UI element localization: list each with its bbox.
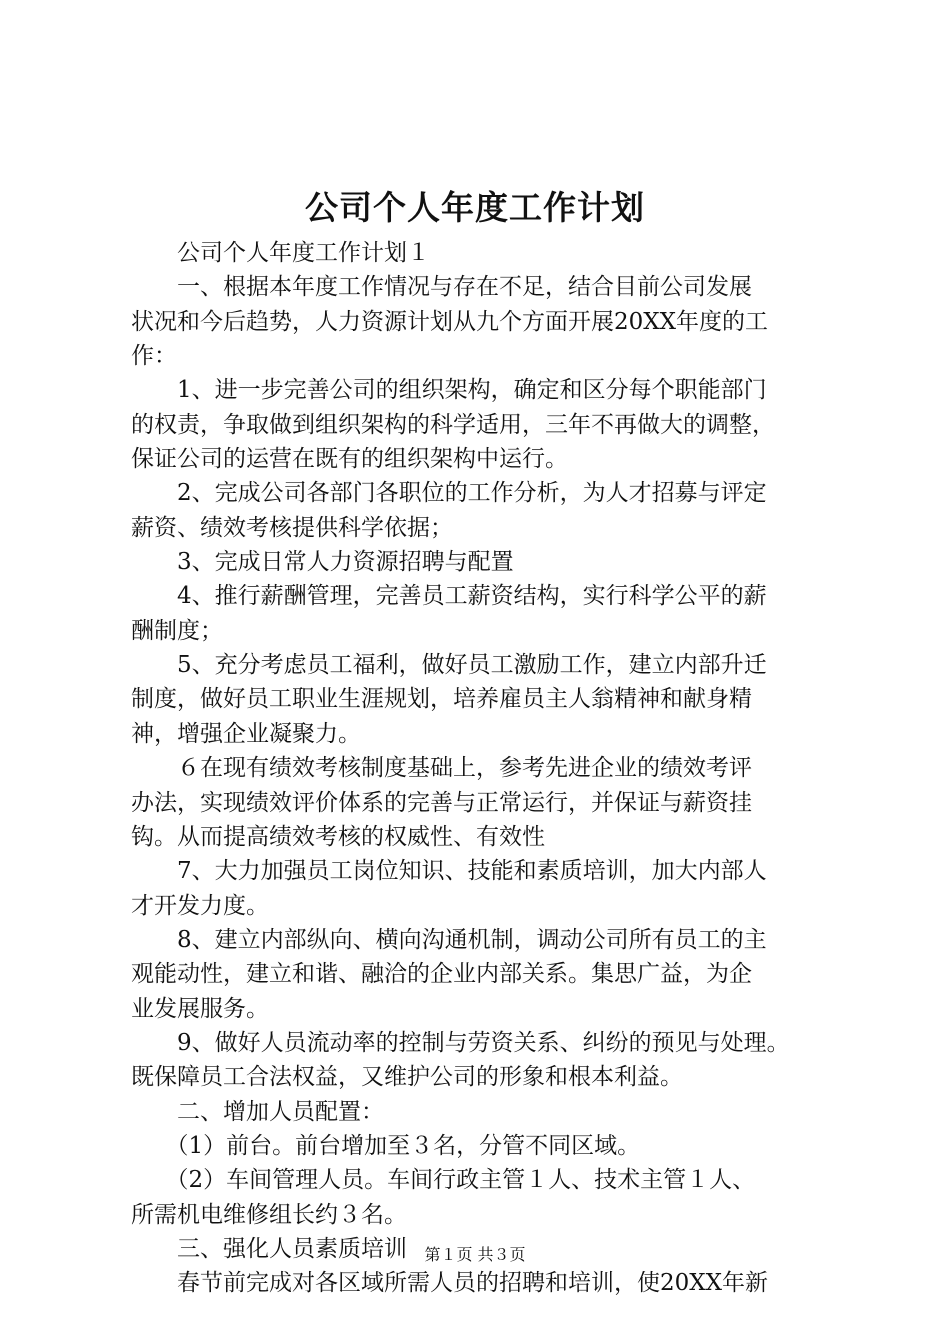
body-line: 公司个人年度工作计划１ (131, 240, 430, 266)
body-line: ６在现有绩效考核制度基础上，参考先进企业的绩效考评 (131, 755, 752, 782)
body-line: 酬制度； (131, 617, 223, 644)
body-line: 7、大力加强员工岗位知识、技能和素质培训，加大内部人 (131, 858, 767, 885)
body-line: 8、建立内部纵向、横向沟通机制，调动公司所有员工的主 (131, 926, 767, 953)
body-line: 状况和今后趋势，人力资源计划从九个方面开展20XX年度的工 (131, 308, 769, 335)
body-line: 既保障员工合法权益，又维护公司的形象和根本利益。 (131, 1064, 683, 1091)
document-body (131, 236, 861, 1301)
body-line: 三、强化人员素质培训 (131, 1235, 407, 1262)
body-line: （2）车间管理人员。车间行政主管１人、技术主管１人、 (131, 1167, 756, 1194)
body-line: 神，增强企业凝聚力。 (131, 720, 361, 747)
body-line: 业发展服务。 (131, 995, 269, 1022)
body-line: 2、完成公司各部门各职位的工作分析，为人才招募与评定 (131, 480, 767, 507)
body-line: 才开发力度。 (131, 892, 269, 919)
body-line: 制度，做好员工职业生涯规划，培养雇员主人翁精神和献身精 (131, 686, 752, 713)
body-line: 5、充分考虑员工福利，做好员工激励工作，建立内部升迁 (131, 652, 767, 679)
page-footer: 第１页 共３页 (424, 1245, 526, 1264)
body-line: 薪资、绩效考核提供科学依据； (131, 514, 453, 541)
body-line: 保证公司的运营在既有的组织架构中运行。 (131, 446, 568, 473)
body-line: 春节前完成对各区域所需人员的招聘和培训，使20XX年新 (131, 1270, 769, 1297)
body-line: 4、推行薪酬管理，完善员工薪资结构，实行科学公平的薪 (131, 583, 767, 610)
body-line: 观能动性，建立和谐、融洽的企业内部关系。集思广益，为企 (131, 961, 752, 988)
document-title: 公司个人年度工作计划 (305, 188, 645, 227)
body-line: 办法，实现绩效评价体系的完善与正常运行，并保证与薪资挂 (131, 789, 752, 816)
body-line: 钩。从而提高绩效考核的权威性、有效性 (131, 823, 545, 850)
body-line: （1）前台。前台增加至３名，分管不同区域。 (131, 1132, 641, 1159)
body-line: 1、进一步完善公司的组织架构，确定和区分每个职能部门 (131, 377, 767, 404)
body-line: 3、完成日常人力资源招聘与配置 (131, 549, 514, 576)
body-line: 所需机电维修组长约３名。 (131, 1201, 407, 1228)
body-line: 作： (131, 343, 177, 370)
body-line: 的权责，争取做到组织架构的科学适用，三年不再做大的调整， (131, 411, 775, 438)
body-line: 一、根据本年度工作情况与存在不足，结合目前公司发展 (131, 274, 752, 301)
body-line: 9、做好人员流动率的控制与劳资关系、纠纷的预见与处理。 (131, 1029, 790, 1056)
body-line: 二、增加人员配置： (131, 1098, 384, 1125)
